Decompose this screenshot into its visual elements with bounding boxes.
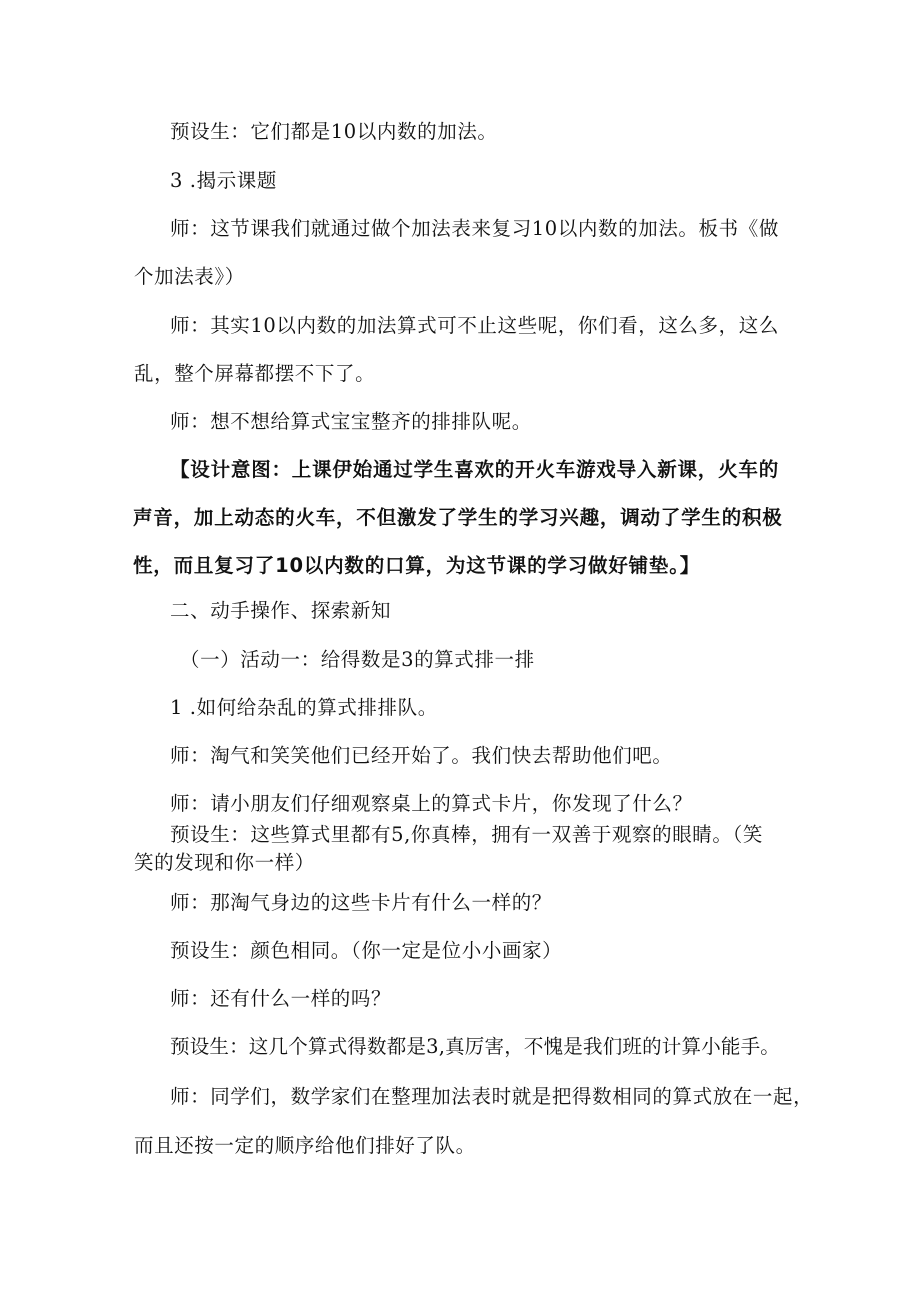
paragraph-text: 个加法表》）: [134, 265, 245, 288]
section-heading: 二、动手操作、探索新知: [170, 599, 392, 622]
paragraph-text: 师：这节课我们就通过做个加法表来复习10以内数的加法。板书《做: [170, 217, 779, 240]
paragraph-text: 而且还按一定的顺序给他们排好了队。: [134, 1134, 476, 1157]
paragraph-text: 师：请小朋友们仔细观察桌上的算式卡片，你发现了什么？: [170, 792, 693, 815]
paragraph-text: 师：淘气和笑笑他们已经开始了。我们快去帮助他们吧。: [170, 744, 673, 767]
paragraph-text: 师：其实10以内数的加法算式可不止这些呢，你们看，这么多，这么: [170, 314, 779, 337]
paragraph-text: 师：还有什么一样的吗？: [170, 987, 392, 1010]
design-intent-text: 【设计意图：上课伊始通过学生喜欢的开火车游戏导入新课，火车的: [170, 458, 780, 481]
paragraph-text: 师：那淘气身边的这些卡片有什么一样的？: [170, 891, 552, 914]
paragraph-text: 笑的发现和你一样）: [134, 851, 315, 874]
design-intent-text: 性，而且复习了10以内数的口算，为这节课的学习做好铺垫。】: [133, 554, 701, 577]
subsection-heading: （一）活动一：给得数是3的算式排一排: [180, 648, 535, 671]
paragraph-text: 乱，整个屏幕都摆不下了。: [134, 362, 376, 385]
paragraph-text: 1 .如何给杂乱的算式排排队。: [170, 696, 438, 719]
design-intent-text: 声音，加上动态的火车，不但激发了学生的学习兴趣，调动了学生的积极: [133, 506, 783, 529]
paragraph-text: 预设生：这几个算式得数都是3,真厉害，不愧是我们班的计算小能手。: [170, 1035, 781, 1058]
paragraph-text: 预设生：颜色相同。（你一定是位小小画家）: [170, 939, 563, 962]
paragraph-text: 预设生：它们都是10以内数的加法。: [170, 120, 498, 143]
paragraph-text: 师：同学们，数学家们在整理加法表时就是把得数相同的算式放在一起，: [170, 1085, 814, 1108]
paragraph-text: 预设生：这些算式里都有5,你真棒，拥有一双善于观察的眼睛。（笑: [170, 823, 763, 846]
paragraph-text: 师：想不想给算式宝宝整齐的排排队呢。: [170, 410, 532, 433]
section-heading: 3 .揭示课题: [170, 169, 278, 192]
